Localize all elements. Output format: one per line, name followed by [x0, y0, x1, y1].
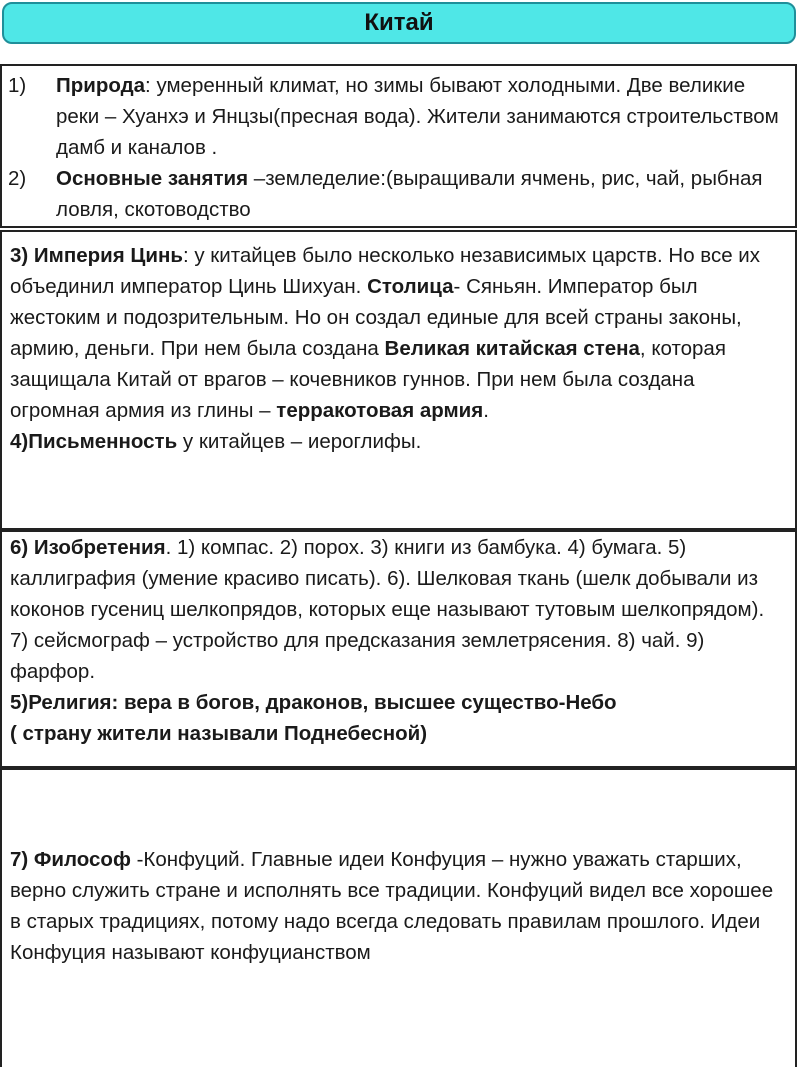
item-body — [56, 70, 789, 163]
inventions-text: . 1) компас. 2) порох. 3) книги из бамбука. 4) бумага. 5) каллиграфия (умение красиво писать). 6). Шелковая ткань (шелк добывали из коконов гусениц шелкопрядов, которых еще называют тутовым шелкопрядом). 7) сейсмограф – устройство для предсказания землетрясения. 8) чай. 9) фарфор. — [10, 536, 765, 683]
terracotta-term: терракотовая армия — [276, 399, 484, 422]
philosopher-text: -Конфуций. Главные идеи Конфуция – нужно уважать старших, верно служить стране и исполнять все традиции. Конфуций видел все хорошее в старых традициях, потому надо всегда следовать правилам прошлого. Идеи Конфуция называют конфуцианством — [10, 848, 774, 964]
empire-heading: 3) Империя Цинь — [10, 244, 183, 267]
item-text: –земледелие:(выращивали ячмень, рис, чай, рыбная ловля, скотоводство — [56, 167, 763, 221]
capital-label: Столица — [367, 275, 454, 298]
empire-text-4: . — [483, 399, 489, 422]
item-number: 1) — [8, 74, 27, 97]
empire-text-3: , которая защищала Китай от врагов – кочевников гуннов. При нем была создана огромная армия из глины – — [10, 337, 726, 422]
inventions-heading: 6) Изобретения — [10, 536, 166, 559]
empire-text-1: : у китайцев было несколько независимых царств. Но все их объединил император Цинь Шихуан. — [10, 244, 761, 298]
paragraph-religion-cut — [10, 718, 787, 749]
religion-heading: 5)Религия: вера в богов, драконов, высшее существо-Небо — [10, 691, 617, 714]
list-item-nature — [8, 70, 789, 163]
inventions-religion-box — [0, 530, 797, 768]
item-heading: Основные занятия — [56, 167, 249, 190]
paragraph-inventions — [10, 532, 787, 687]
nature-occupations-box — [0, 64, 797, 228]
great-wall-term: Великая китайская стена — [384, 337, 640, 360]
paragraph-writing — [10, 426, 787, 457]
item-heading: Природа — [56, 74, 146, 97]
paragraph-philosopher — [10, 844, 787, 968]
philosopher-heading: 7) Философ — [10, 848, 131, 871]
list-item-occupations — [8, 163, 789, 225]
writing-heading: 4)Письменность — [10, 430, 178, 453]
religion-cut-text: ( страну жители называли Поднебесной) — [10, 722, 428, 745]
item-text: : умеренный климат, но зимы бывают холодными. Две великие реки – Хуанхэ и Янцзы(пресная вода). Жители занимаются строительством дамб и каналов . — [56, 74, 779, 159]
empire-qin-box — [0, 230, 797, 530]
paragraph-religion — [10, 687, 787, 718]
item-number: 2) — [8, 167, 27, 190]
empire-text-2: - Сяньян. Император был жестоким и подозрительным. Но он создал единые для всей страны законы, армию, деньги. При нем была создана — [10, 275, 742, 360]
paragraph-empire — [10, 240, 787, 426]
page-title: Китай — [2, 2, 796, 44]
philosopher-box — [0, 768, 797, 1067]
writing-text: у китайцев – иероглифы. — [177, 430, 422, 453]
item-body — [56, 163, 789, 225]
